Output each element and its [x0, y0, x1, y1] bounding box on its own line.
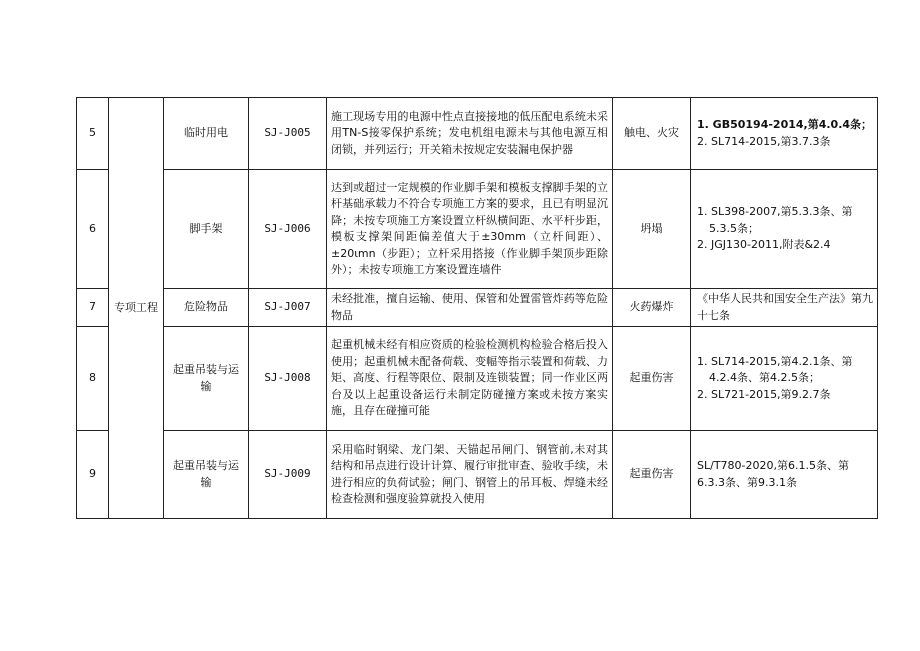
basis-line: 4.2.4条、第4.2.5条；	[709, 371, 820, 385]
table-row	[77, 98, 878, 170]
accident-type: 起重伤害	[613, 327, 691, 431]
hazard-name: 临时用电	[164, 98, 249, 170]
hazard-description: 未经批准，擅自运输、使用、保管和处置雷管炸药等危险物品	[327, 289, 613, 327]
hazard-name: 脚手架	[164, 170, 249, 289]
legal-basis	[691, 170, 878, 289]
basis-line: 1. GB50194-2014,第4.0.4条；	[697, 118, 873, 131]
category-label: 专项工程	[109, 98, 164, 519]
hazard-description: 起重机械未经有相应资质的检验检测机构检验合格后投入使用；起重机械未配备荷载、变幅等指示装置和荷载、力矩、高度、行程等限位、限制及连锁装置；同一作业区两台及以上起重设备运行未制定防碰撞方案或未按方案实施，且存在碰撞可能	[327, 327, 613, 431]
row-number: 7	[77, 289, 109, 327]
hazard-description: 采用临时钢梁、龙门架、天锚起吊闸门、钢管前,未对其结构和吊点进行设计计算、履行审批审查、验收手续，未进行相应的负荷试验；闸门、钢管上的吊耳板、焊缝未经检查检测和强度验算就投入使用	[327, 431, 613, 519]
hazard-name: 起重吊装与运输	[164, 431, 249, 519]
basis-line: 1. SL398-2007,第5.3.3条、第	[697, 205, 853, 219]
hazard-code: SJ-J007	[249, 289, 327, 327]
legal-basis	[691, 98, 878, 170]
basis-line: 1. SL714-2015,第4.2.1条、第	[697, 354, 853, 368]
table-row	[77, 289, 878, 327]
hazard-name: 危险物品	[164, 289, 249, 327]
basis-line: 5.3.5条；	[709, 221, 759, 235]
basis-line: 《中华人民共和国安全生产法》第九十七条	[697, 292, 873, 322]
basis-line: SL/T780-2020,第6.1.5条、第	[697, 459, 849, 472]
legal-basis	[691, 431, 878, 519]
hazard-code: SJ-J006	[249, 170, 327, 289]
row-number: 6	[77, 170, 109, 289]
legal-basis	[691, 327, 878, 431]
basis-line: 2. SL721-2015,第9.2.7条	[697, 387, 831, 401]
hazard-code: SJ-J008	[249, 327, 327, 431]
legal-basis	[691, 289, 878, 327]
hazard-description: 达到或超过一定规模的作业脚手架和模板支撑脚手架的立杆基础承载力不符合专项施工方案的要求，且已有明显沉降；未按专项施工方案设置立杆纵横间距、水平杆步距，模板支撑架间距偏差值大于±30mm（立杆间距）、±20ιmn（步距）；立杆采用搭接（作业脚手架顶步距除外）；未按专项施工方案设置连墙件	[327, 170, 613, 289]
hazard-code: SJ-J005	[249, 98, 327, 170]
row-number: 9	[77, 431, 109, 519]
hazard-name: 起重吊装与运输	[164, 327, 249, 431]
basis-line: 2. JGJ130-2011,附表&2.4	[697, 238, 831, 252]
accident-type: 触电、火灾	[613, 98, 691, 170]
hazard-table	[76, 97, 878, 519]
hazard-code: SJ-J009	[249, 431, 327, 519]
accident-type: 起重伤害	[613, 431, 691, 519]
basis-line: 2. SL714-2015,第3.7.3条	[697, 134, 831, 148]
row-number: 5	[77, 98, 109, 170]
table-row	[77, 431, 878, 519]
basis-line: 6.3.3条、第9.3.1条	[697, 475, 797, 489]
table-row	[77, 170, 878, 289]
accident-type: 火药爆炸	[613, 289, 691, 327]
accident-type: 坍塌	[613, 170, 691, 289]
hazard-description: 施工现场专用的电源中性点直接接地的低压配电系统未采用TN-S接零保护系统；发电机组电源未与其他电源互相闭锁，并列运行；开关箱未按规定安装漏电保护器	[327, 98, 613, 170]
row-number: 8	[77, 327, 109, 431]
table-row	[77, 327, 878, 431]
